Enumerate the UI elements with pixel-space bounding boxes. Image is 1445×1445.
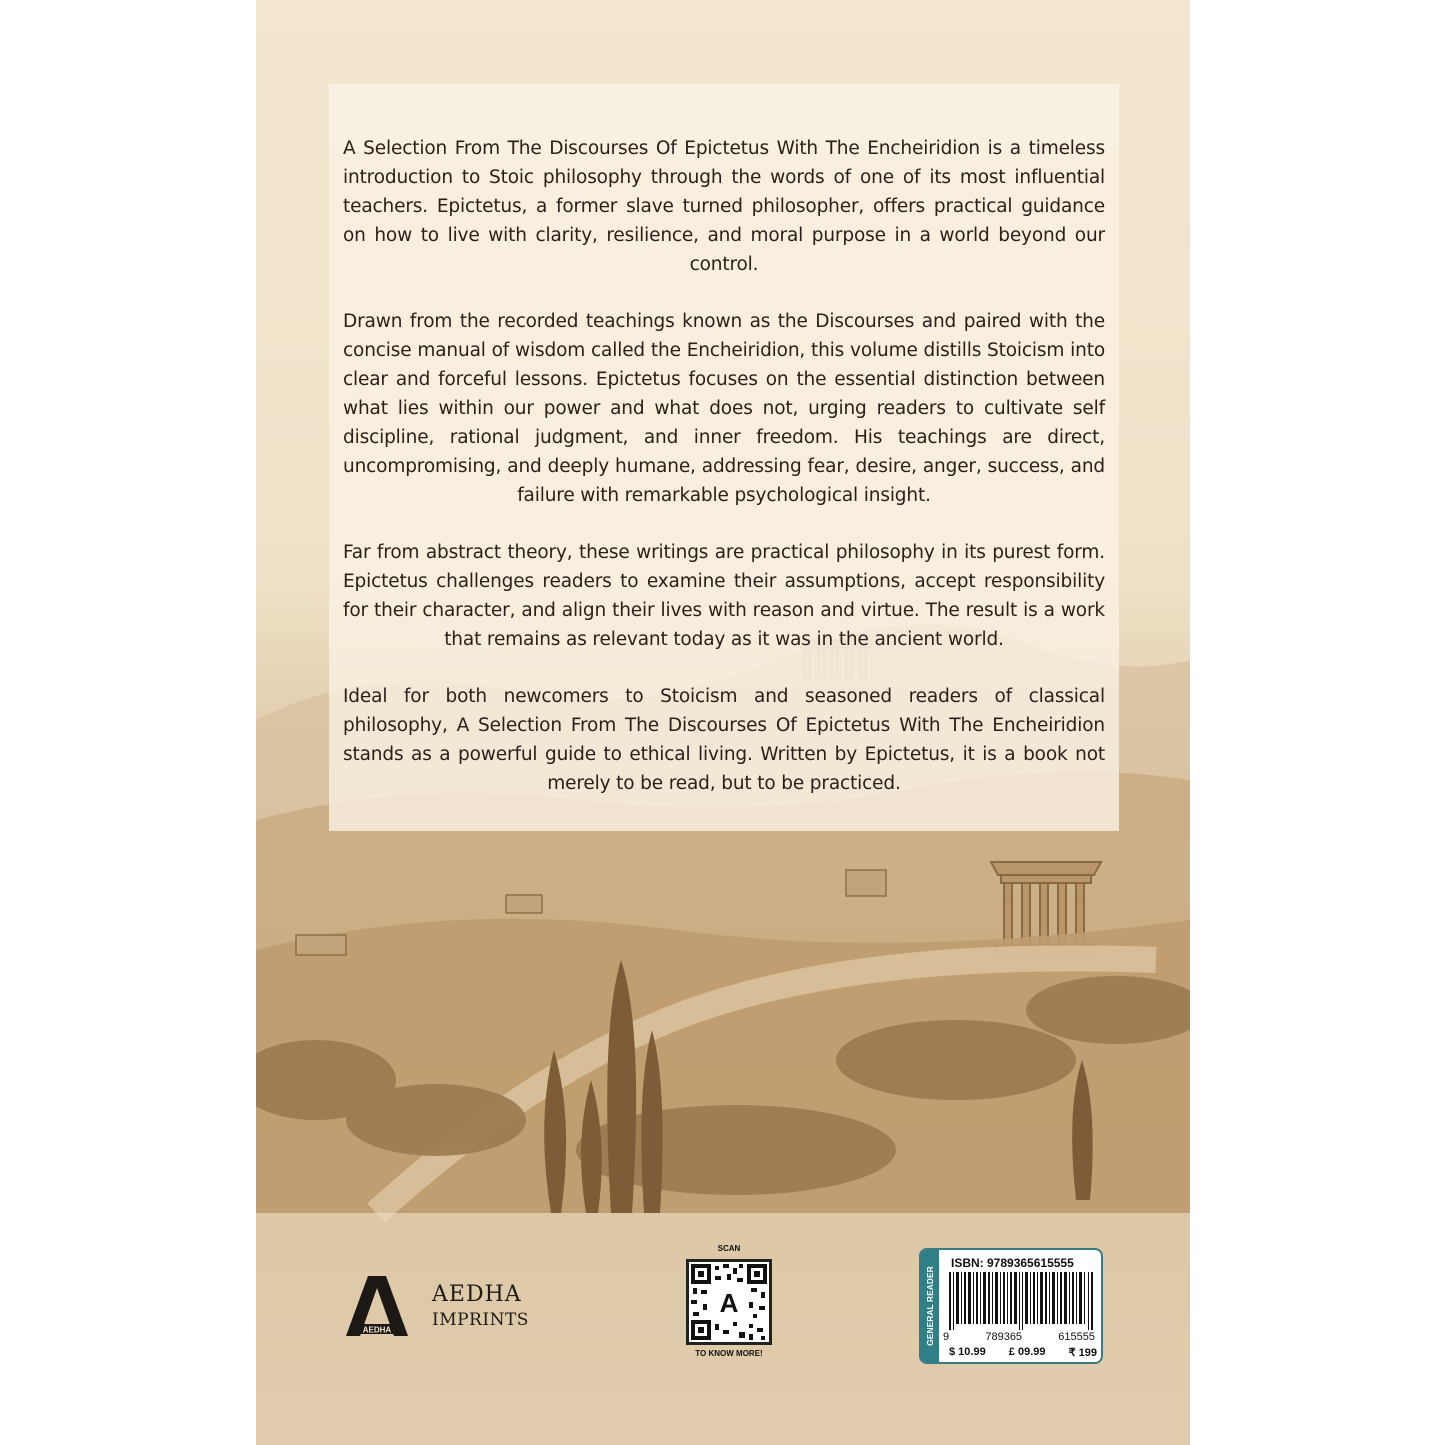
back-cover (256, 0, 1190, 1445)
price-row (949, 1346, 1097, 1359)
genre-label: GENERAL READER (925, 1266, 935, 1346)
genre-strip (921, 1250, 939, 1362)
isbn-label: ISBN: 9789365615555 (951, 1256, 1074, 1270)
qr-code[interactable] (686, 1259, 772, 1345)
publisher-logo (344, 1266, 544, 1356)
qr-pattern-icon (689, 1262, 769, 1342)
barcode-digit-group-1: 789365 (985, 1331, 1023, 1343)
description-paragraph-4: Ideal for both newcomers to Stoicism and seasoned readers of classical philosophy, A Selection From The Discourses Of Epictetus With The Encheiridion stands as a powerful guide to ethical living. Written by Epictetus, it is a book not merely to be read, but to be practiced. (343, 686, 1105, 794)
publisher-imprint: IMPRINTS (432, 1310, 529, 1330)
description-paragraph-1: A Selection From The Discourses Of Epictetus With The Encheiridion is a timeless introduction to Stoic philosophy through the words of one of its most influential teachers. Epictetus, a former slave turned philosopher, offers practical guidance on how to live with clarity, resilience, and moral purpose in a world beyond our control. (343, 138, 1105, 275)
qr-know-more-label: TO KNOW MORE! (695, 1349, 763, 1358)
barcode-digit-group-2: 615555 (1058, 1331, 1095, 1343)
barcode-digit-prefix: 9 (943, 1331, 950, 1343)
description-paragraph-2: Drawn from the recorded teachings known as the Discourses and paired with the concise manual of wisdom called the Encheiridion, this volume distills Stoicism into clear and forceful lessons. Epictetus focuses on the essential distinction between what lies within our power and what does not, urging readers to cultivate self discipline, rational judgment, and inner freedom. His teachings are direct, uncompromising, and deeply humane, addressing fear, desire, anger, success, and failure with remarkable psychological insight. (343, 311, 1105, 506)
description-panel (329, 84, 1119, 831)
barcode-icon (947, 1272, 1095, 1330)
description-paragraph-3: Far from abstract theory, these writings are practical philosophy in its purest form. Epictetus challenges readers to examine their assumptions, accept responsibility for their character, and align their lives with reason and virtue. The result is a work that remains as relevant today as it was in the ancient world. (343, 542, 1105, 650)
barcode-card (919, 1248, 1103, 1364)
price-inr: ₹ 199 (1068, 1347, 1097, 1359)
qr-scan-label: SCAN (717, 1244, 741, 1253)
price-gbp: £ 09.99 (1008, 1346, 1046, 1358)
svg-text:AEDHA: AEDHA (362, 1325, 392, 1335)
publisher-name: AEDHA (432, 1282, 522, 1307)
svg-text:A: A (719, 1288, 739, 1318)
qr-block (682, 1244, 776, 1358)
price-usd: $ 10.99 (949, 1346, 986, 1358)
barcode-digits (943, 1331, 1095, 1343)
aedha-a-icon (344, 1274, 410, 1340)
